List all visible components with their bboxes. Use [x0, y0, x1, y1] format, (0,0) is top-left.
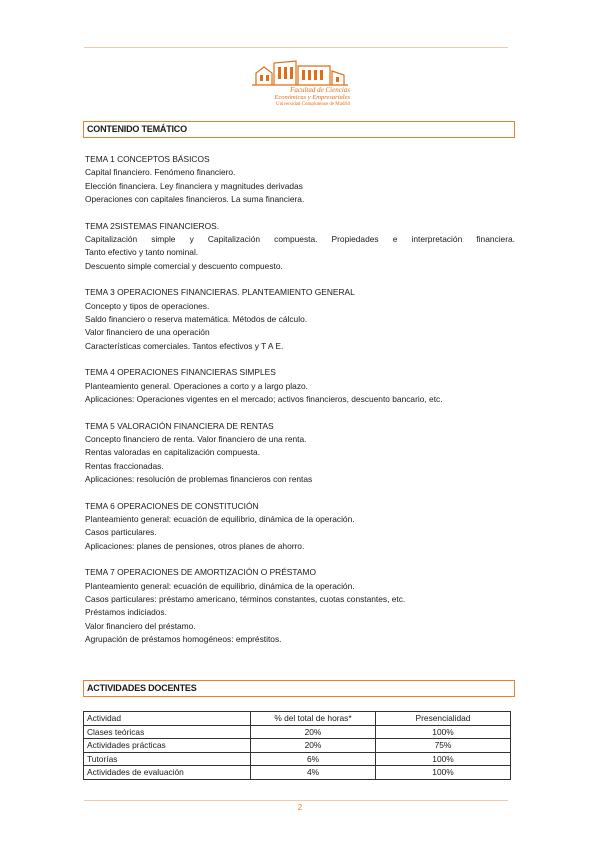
table-cell: 20%: [251, 739, 376, 753]
tema-line: Saldo financiero o reserva matemática. Métodos de cálculo.: [85, 314, 308, 325]
table-row: [84, 739, 511, 753]
section-contenido-tematico: [83, 121, 515, 138]
building-icon: [250, 57, 350, 87]
table-cell: Clases teóricas: [84, 725, 251, 739]
tema-title: TEMA 2SISTEMAS FINANCIEROS.: [85, 220, 220, 231]
table-cell: Tutorías: [84, 752, 251, 766]
tema-title: TEMA 4 OPERACIONES FINANCIERAS SIMPLES: [85, 367, 276, 378]
table-row: [84, 752, 511, 766]
table-row: [84, 766, 511, 780]
table-cell: 100%: [376, 725, 511, 739]
tema-line: Casos particulares: préstamo americano, términos constantes, cuotas constantes, etc.: [85, 593, 406, 604]
logo-line-3: Universidad Complutense de Madrid: [275, 102, 350, 107]
tema-line: Agrupación de préstamos homogéneos: empréstitos.: [85, 634, 282, 645]
tema-line: Préstamos indiciados.: [85, 607, 167, 618]
page-number: 2: [297, 803, 303, 812]
tema-1: [85, 153, 515, 207]
tema-title: TEMA 5 VALORACIÓN FINANCIERA DE RENTAS: [85, 420, 274, 431]
tema-title: TEMA 7 OPERACIONES DE AMORTIZACIÓN O PRÉSTAMO: [85, 567, 316, 578]
table-cell: 20%: [251, 725, 376, 739]
column-header: % del total de horas*: [251, 712, 376, 726]
tema-line: Capital financiero. Fenómeno financiero.: [85, 167, 236, 178]
tema-line: Concepto financiero de renta. Valor financiero de una renta.: [85, 433, 307, 444]
section-title: CONTENIDO TEMÁTICO: [87, 124, 187, 134]
tema-line: Planteamiento general: ecuación de equilibrio, dinámica de la operación.: [85, 580, 355, 591]
table-cell: 100%: [376, 752, 511, 766]
tema-line: Rentas fraccionadas.: [85, 460, 164, 471]
tema-line: Características comerciales. Tantos efectivos y T A E.: [85, 340, 284, 351]
table-header-row: [84, 712, 511, 726]
tema-line: Rentas valoradas en capitalización compuesta.: [85, 447, 261, 458]
tema-title: TEMA 1 CONCEPTOS BÁSICOS: [85, 154, 210, 164]
table-cell: 4%: [251, 766, 376, 780]
temario: [85, 153, 515, 660]
tema-line: Valor financiero de una operación: [85, 327, 210, 338]
tema-3: [85, 286, 515, 353]
table-cell: 6%: [251, 752, 376, 766]
tema-title: TEMA 6 OPERACIONES DE CONSTITUCIÓN: [85, 500, 259, 511]
tema-line: Aplicaciones: planes de pensiones, otros planes de ahorro.: [85, 540, 305, 551]
tema-2: [85, 220, 515, 274]
tema-line: Tanto efectivo y tanto nominal.: [85, 247, 199, 258]
table-cell: 75%: [376, 739, 511, 753]
tema-line: Descuento simple comercial y descuento compuesto.: [85, 260, 283, 271]
section-actividades-docentes: [83, 680, 515, 697]
logo-line-2: Económicas y Empresariales: [274, 94, 350, 101]
table-cell: Actividades de evaluación: [84, 766, 251, 780]
tema-line: Concepto y tipos de operaciones.: [85, 300, 210, 311]
tema-line: Planteamiento general: ecuación de equilibrio, dinámica de la operación.: [85, 513, 355, 524]
tema-line: Planteamiento general. Operaciones a corto y a largo plazo.: [85, 380, 309, 391]
tema-line: Valor financiero del préstamo.: [85, 620, 196, 631]
column-header: Actividad: [84, 712, 251, 726]
section-title: ACTIVIDADES DOCENTES: [87, 683, 197, 693]
tema-6: [85, 500, 515, 554]
tema-title: TEMA 3 OPERACIONES FINANCIERAS. PLANTEAMIENTO GENERAL: [85, 287, 355, 298]
faculty-logo: [250, 57, 350, 119]
actividades-table: [83, 711, 511, 780]
column-header: Presencialidad: [376, 712, 511, 726]
footer-rule: [84, 800, 508, 801]
tema-4: [85, 366, 515, 406]
tema-5: [85, 420, 515, 487]
tema-line: Casos particulares.: [85, 527, 157, 538]
tema-line: Elección financiera. Ley financiera y magnitudes derivadas: [85, 180, 303, 191]
header-rule: [84, 47, 508, 48]
table-cell: Actividades prácticas: [84, 739, 251, 753]
tema-line: Aplicaciones: Operaciones vigentes en el mercado; activos financieros, descuento bancario, etc.: [85, 394, 443, 405]
tema-7: [85, 566, 515, 646]
tema-line: Operaciones con capitales financieros. La suma financiera.: [85, 194, 305, 205]
logo-line-1: Facultad de Ciencias: [290, 86, 350, 94]
tema-line: Capitalización simple y Capitalización compuesta. Propiedades e interpretación financiera.: [85, 234, 515, 245]
table-cell: 100%: [376, 766, 511, 780]
tema-line: Aplicaciones: resolución de problemas financieros con rentas: [85, 474, 313, 485]
table-row: [84, 725, 511, 739]
